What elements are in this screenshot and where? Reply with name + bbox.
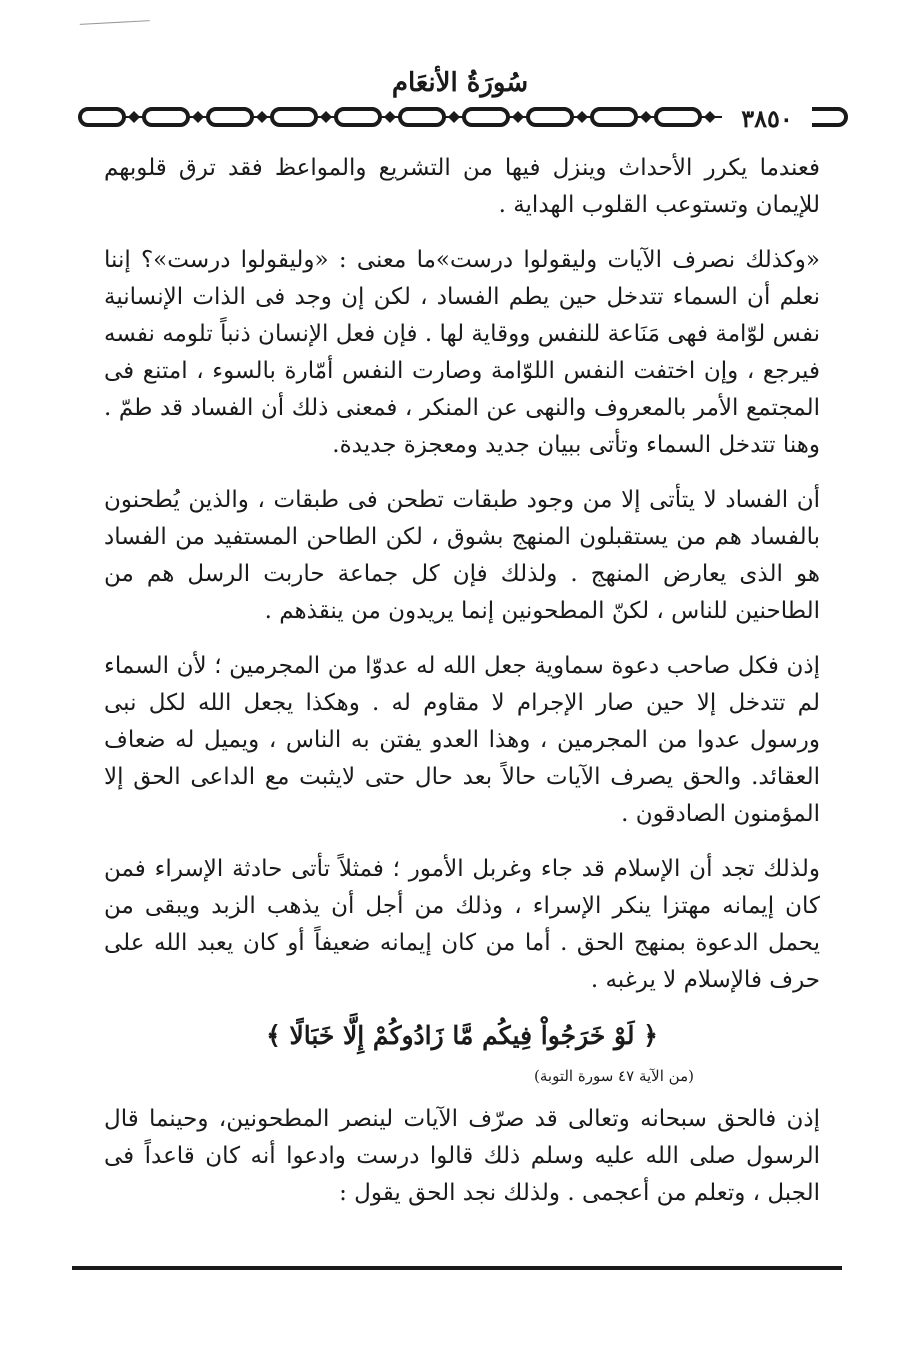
- verse-reference-wrap: [104, 1058, 820, 1095]
- closing-paragraph: إذن فالحق سبحانه وتعالى قد صرّف الآيات لينصر المطحونين، وحينما قال الرسول صلى الله عليه وسلم ذلك قالوا درست وادعوا أنه كان قاعداً فى الجبل ، وتعلم من أعجمى . ولذلك نجد الحق يقول :: [104, 1106, 820, 1206]
- scan-mark: [80, 20, 150, 35]
- verse-reference: (من الآية ٤٧ سورة التوبة): [534, 1067, 694, 1085]
- body-text: [104, 150, 820, 1230]
- footer-rule: [72, 1266, 842, 1270]
- paragraph-1: فعندما يكرر الأحداث وينزل فيها من التشريع والمواعظ فقد ترق قلوبهم للإيمان وتستوعب القلوب الهداية .: [104, 155, 820, 218]
- paragraph-3: أن الفساد لا يتأتى إلا من وجود طبقات تطحن فى طبقات ، والذين يُطحنون بالفساد هم من يستقبلون المنهج بشوق ، لكن الطاحن المستفيد من الفساد هو الذى يعارض المنهج . ولذلك فإن كل جماعة حاربت الرسل هم من الطاحنين للناس ، لكنّ المطحونين إنما يريدون من ينقذهم .: [104, 487, 820, 624]
- paragraph-5: ولذلك تجد أن الإسلام قد جاء وغربل الأمور ؛ فمثلاً تأتى حادثة الإسراء فمن كان إيمانه مهتزا ينكر الإسراء ، وذلك من أجل أن يذهب الزبد ويبقى من يحمل الدعوة بمنهج الحق . أما من كان إيمانه ضعيفاً أو كان يعبد الله على حرف فالإسلام لا يرغبه .: [104, 856, 820, 993]
- paragraph-4: إذن فكل صاحب دعوة سماوية جعل الله له عدوّا من المجرمين ؛ لأن السماء لم تتدخل إلا حين صار الإجرام لا مقاوم له . وهكذا يجعل الله لكل نبى ورسول عدوا من المجرمين ، وهذا العدو يفتن به الناس ، ويميل له ضعاف العقائد. والحق يصرف الآيات حالاً بعد حال حتى لايثبت مع الداعى الحق إلا المؤمنون الصادقون .: [104, 653, 820, 827]
- page-number: ٣٨٥٠: [722, 104, 812, 133]
- paragraph-2: «وكذلك نصرف الآيات وليقولوا درست»ما معنى : «وليقولوا درست»؟ إننا نعلم أن السماء تتدخل حين يطم الفساد ، لكن إن وجد فى الذات الإنسانية نفس لوّامة فهى مَنَاعة للنفس ووقاية لها . فإن فعل الإنسان ذنباً تلومه نفسه فيرجع ، وإن اختفت النفس اللوّامة وصارت النفس أمّارة بالسوء ، امتنع فى المجتمع الأمر بالمعروف والنهى عن المنكر ، فمعنى ذلك أن الفساد قد طمّ . وهنا تتدخل السماء وتأتى ببيان جديد ومعجزة جديدة.: [104, 247, 820, 458]
- quran-verse: ﴿ لَوْ خَرَجُواْ فِيكُم مَّا زَادُوكُمْ إِلَّا خَبَالًا ﴾: [266, 1021, 658, 1050]
- surah-title: سُورَةُ الأنعَام: [391, 68, 529, 98]
